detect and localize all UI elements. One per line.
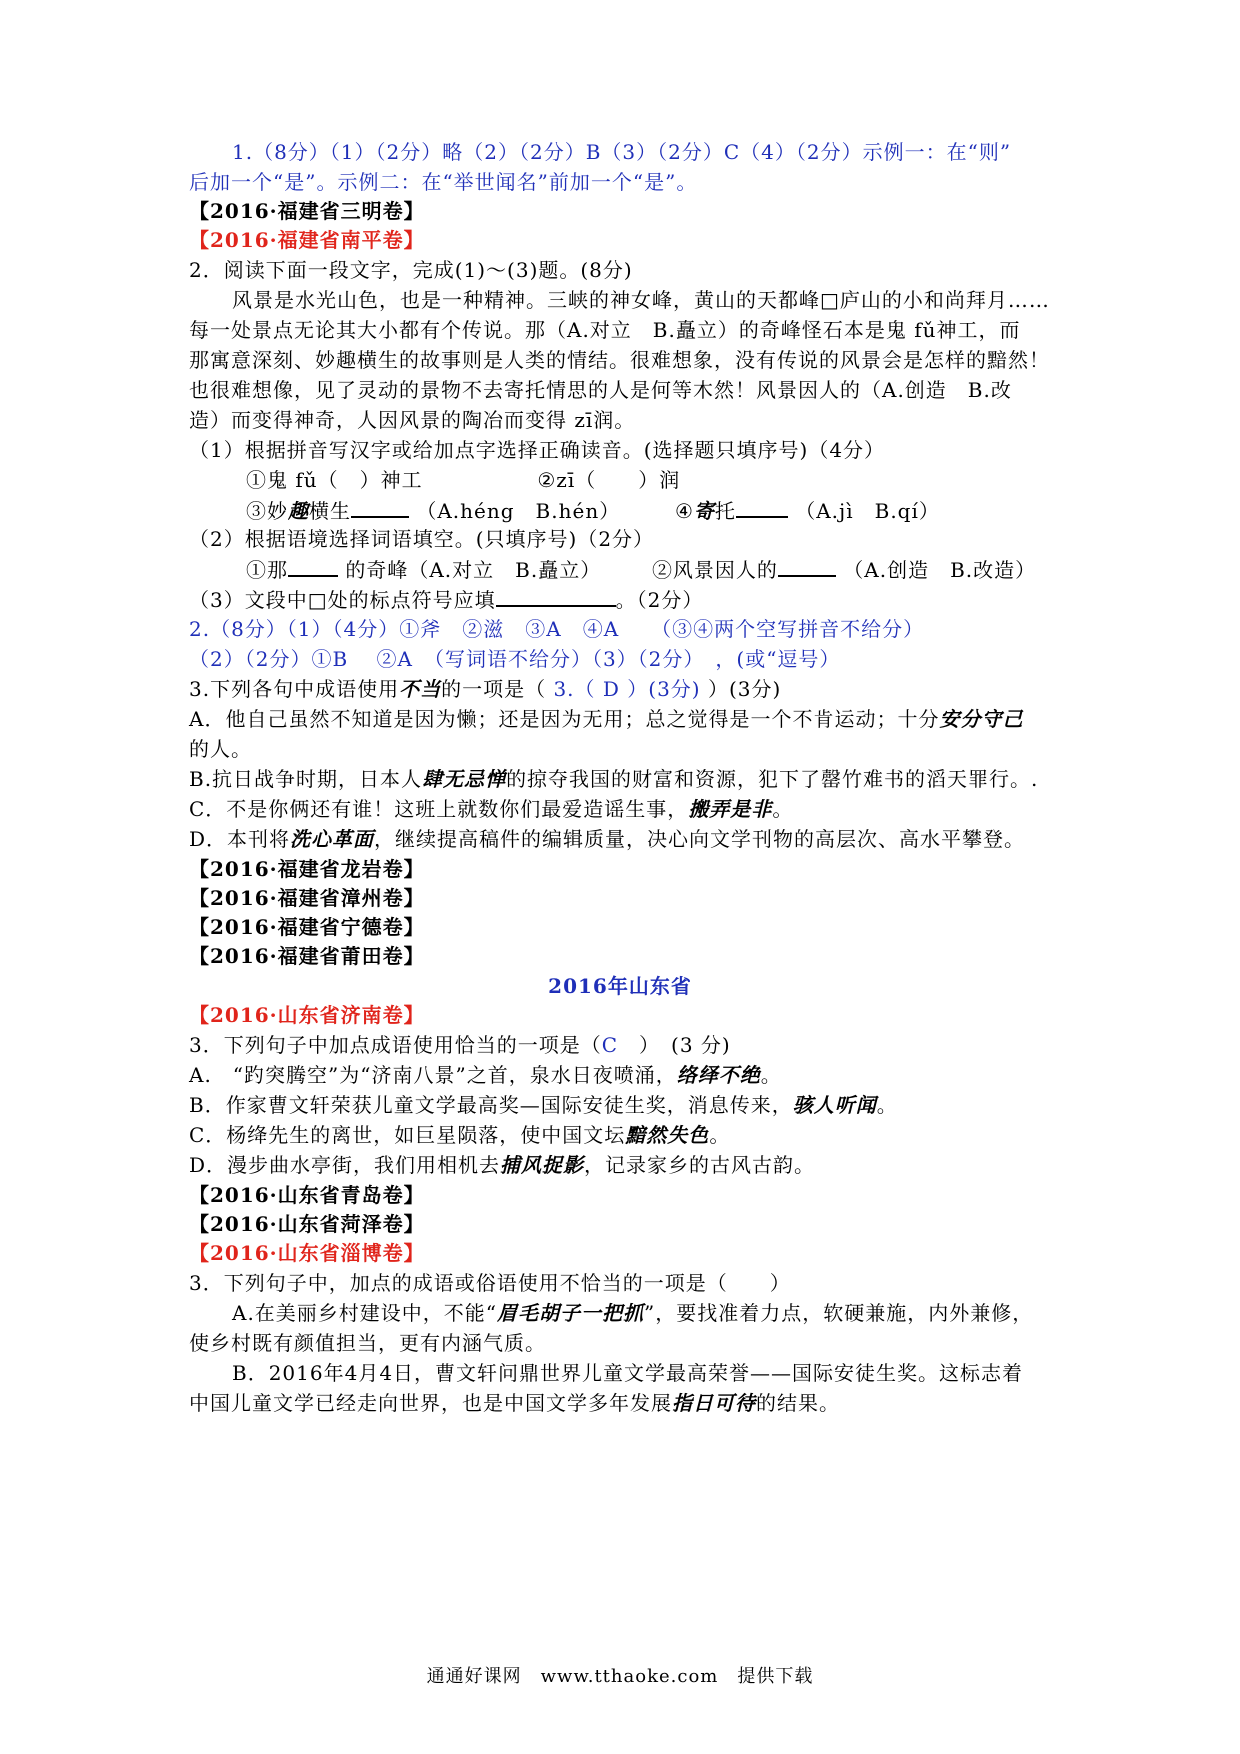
section-heading: 【2016·山东省青岛卷】 — [189, 1183, 425, 1207]
subquestion: （1）根据拼音写汉字或给加点字选择正确读音。(选择题只填序号)（4分） — [189, 438, 886, 462]
option-line: D．漫步曲水亭街，我们用相机去捕风捉影，记录家乡的古风古韵。 — [189, 1153, 816, 1177]
option-line: C．不是你俩还有谁！这班上就数你们最爱造谣生事，搬弄是非。 — [189, 797, 794, 821]
dotted-char: 趣 — [288, 499, 309, 523]
option-line: B．作家曹文轩荣获儿童文学最高奖—国际安徒生奖，消息传来，骇人听闻。 — [189, 1093, 898, 1117]
option-line: A. “趵突腾空”为“济南八景”之首，泉水日夜喷涌，络绎不绝。 — [189, 1063, 782, 1087]
subquestion-item: ③妙趣横生 （A.héng B.hén） ④寄托 （A.jì B.qí） — [246, 496, 940, 525]
section-heading: 【2016·山东省菏泽卷】 — [189, 1212, 425, 1236]
subquestion: （3）文段中□处的标点符号应填 。（2分） — [189, 585, 703, 614]
section-heading: 【2016·福建省南平卷】 — [189, 228, 425, 252]
blank-underline — [778, 555, 836, 577]
section-heading: 【2016·福建省漳州卷】 — [189, 886, 425, 910]
section-heading: 【2016·福建省龙岩卷】 — [189, 857, 425, 881]
option-line: B.抗日战争时期，日本人肆无忌惮的掠夺我国的财富和资源，犯下了罄竹难书的滔天罪行。. — [189, 767, 1039, 791]
option-line: A．他自己虽然不知道是因为懒；还是因为无用；总之觉得是一个不肯运动；十分安分守己 — [189, 707, 1024, 731]
answer-line: 2.（8分）（1）（4分）①斧 ②滋 ③A ④A （③④两个空写拼音不给分） — [189, 617, 925, 641]
section-heading: 【2016·福建省宁德卷】 — [189, 915, 425, 939]
blank-underline — [496, 585, 616, 607]
passage-line: 风景是水光山色，也是一种精神。三峡的神女峰，黄山的天都峰□庐山的小和尚拜月…… — [232, 288, 1050, 312]
passage-line: 也很难想像，见了灵动的景物不去寄托情思的人是何等木然！风景因人的（A.创造 B.改 — [189, 378, 1012, 402]
option-line: 的人。 — [189, 737, 252, 761]
question-stem: 2．阅读下面一段文字，完成(1)～(3)题。(8分) — [189, 258, 633, 282]
answer-line: 后加一个“是”。示例二：在“举世闻名”前加一个“是”。 — [189, 170, 698, 194]
option-line: B．2016年4月4日，曹文轩问鼎世界儿童文学最高荣誉——国际安徒生奖。这标志着 — [232, 1361, 1024, 1385]
dotted-char: 寄 — [693, 499, 715, 523]
option-line: 中国儿童文学已经走向世界，也是中国文学多年发展指日可待的结果。 — [189, 1391, 840, 1415]
subquestion: （2）根据语境选择词语填空。(只填序号)（2分） — [189, 527, 655, 551]
passage-line: 每一处景点无论其大小都有个传说。那（A.对立 B.矗立）的奇峰怪石本是鬼 fǔ神工，而 — [189, 318, 1021, 342]
question-stem: 3.下列各句中成语使用不当的一项是（ 3.（ D ）(3分) ）(3分) — [189, 677, 782, 701]
question-stem: 3．下列句子中，加点的成语或俗语使用不恰当的一项是（ ） — [189, 1271, 791, 1295]
answer-line: 1.（8分）（1）（2分）略（2）（2分）B（3）（2分）C（4）（2分）示例一：在“则” — [232, 140, 1012, 164]
section-heading: 【2016·福建省莆田卷】 — [189, 944, 425, 968]
blank-underline — [288, 555, 338, 577]
subquestion-item — [246, 466, 680, 494]
blank-underline — [351, 496, 409, 518]
blank-underline — [736, 496, 788, 518]
option-line: D．本刊将洗心革面，继续提高稿件的编辑质量，决心向文学刊物的高层次、高水平攀登。 — [189, 827, 1026, 851]
answer-inline: C — [601, 1033, 619, 1057]
passage-line: 造）而变得神奇，人因风景的陶冶而变得 zī润。 — [189, 408, 636, 432]
section-heading: 【2016·山东省济南卷】 — [189, 1003, 425, 1027]
option-line: C．杨绛先生的离世，如巨星陨落，使中国文坛黯然失色。 — [189, 1123, 731, 1147]
item-b: ②zī（ ）润 — [537, 468, 681, 492]
answer-inline: 3.（ D ）(3分) — [553, 677, 701, 701]
question-stem: 3．下列句子中加点成语使用恰当的一项是（C ） (3 分) — [189, 1033, 731, 1057]
page-footer: 通通好课网 www.tthaoke.com 提供下载 — [426, 1666, 814, 1687]
passage-line: 那寓意深刻、妙趣横生的故事则是人类的情结。很难想象，没有传说的风景会是怎样的黯然！ — [189, 348, 1050, 372]
subquestion-item: ①那 的奇峰（A.对立 B.矗立） ②风景因人的 （A.创造 B.改造） — [246, 555, 1036, 584]
province-heading: 2016年山东省 — [548, 974, 692, 998]
option-line: 使乡村既有颜值担当，更有内涵气质。 — [189, 1331, 546, 1355]
option-line: A.在美丽乡村建设中，不能“眉毛胡子一把抓”，要找准着力点，软硬兼施，内外兼修， — [232, 1301, 1034, 1325]
section-heading: 【2016·福建省三明卷】 — [189, 199, 425, 223]
item-a: ①鬼 fǔ（ ）神工 — [246, 468, 423, 492]
answer-line: （2）（2分）①B ②A （写词语不给分）（3）（2分） ，(或“逗号） — [189, 647, 841, 671]
section-heading: 【2016·山东省淄博卷】 — [189, 1241, 425, 1265]
